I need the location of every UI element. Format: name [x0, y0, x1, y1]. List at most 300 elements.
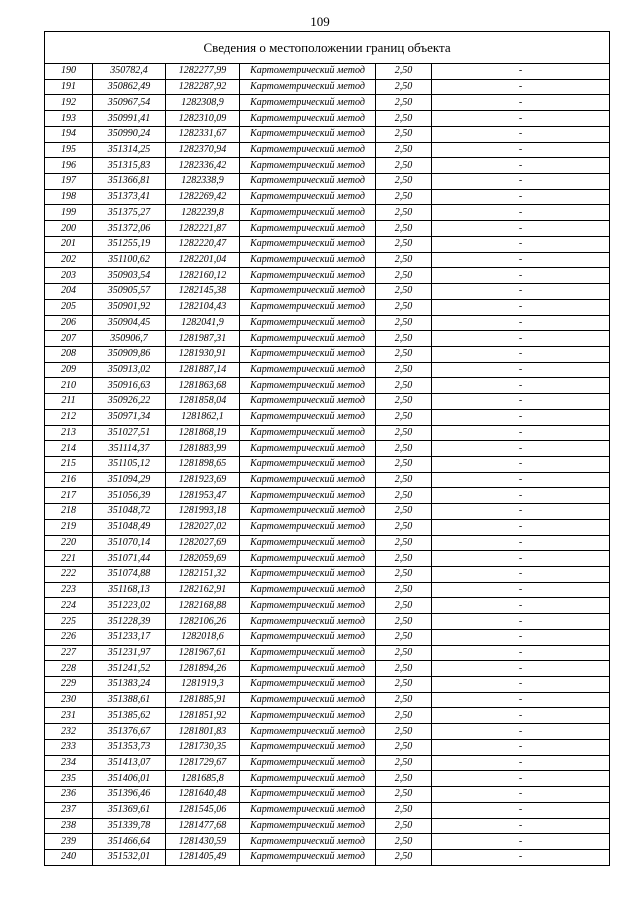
accuracy-cell: 2,50	[376, 535, 432, 551]
method-cell: Картометрический метод	[240, 708, 376, 724]
method-cell: Картометрический метод	[240, 126, 376, 142]
x-coordinate-cell: 351168,13	[93, 582, 166, 598]
table-row	[45, 629, 610, 645]
point-number-cell: 219	[45, 519, 93, 535]
table-row	[45, 378, 610, 394]
method-cell: Картометрический метод	[240, 504, 376, 520]
table-row	[45, 849, 610, 865]
method-cell: Картометрический метод	[240, 221, 376, 237]
accuracy-cell: 2,50	[376, 692, 432, 708]
table-row	[45, 787, 610, 803]
point-number-cell: 235	[45, 771, 93, 787]
description-cell: -	[432, 425, 610, 441]
accuracy-cell: 2,50	[376, 739, 432, 755]
x-coordinate-cell: 351233,17	[93, 629, 166, 645]
point-number-cell: 227	[45, 645, 93, 661]
table-row	[45, 64, 610, 80]
description-cell: -	[432, 598, 610, 614]
x-coordinate-cell: 351373,41	[93, 189, 166, 205]
description-cell: -	[432, 315, 610, 331]
x-coordinate-cell: 350967,54	[93, 95, 166, 111]
y-coordinate-cell: 1282151,32	[166, 567, 240, 583]
x-coordinate-cell: 350991,41	[93, 111, 166, 127]
point-number-cell: 218	[45, 504, 93, 520]
accuracy-cell: 2,50	[376, 724, 432, 740]
method-cell: Картометрический метод	[240, 409, 376, 425]
description-cell: -	[432, 739, 610, 755]
point-number-cell: 222	[45, 567, 93, 583]
accuracy-cell: 2,50	[376, 331, 432, 347]
method-cell: Картометрический метод	[240, 818, 376, 834]
y-coordinate-cell: 1282059,69	[166, 551, 240, 567]
x-coordinate-cell: 351071,44	[93, 551, 166, 567]
table-body	[45, 32, 610, 866]
description-cell: -	[432, 95, 610, 111]
table-row	[45, 174, 610, 190]
x-coordinate-cell: 351388,61	[93, 692, 166, 708]
y-coordinate-cell: 1281953,47	[166, 488, 240, 504]
description-cell: -	[432, 394, 610, 410]
x-coordinate-cell: 351027,51	[93, 425, 166, 441]
point-number-cell: 190	[45, 64, 93, 80]
method-cell: Картометрический метод	[240, 472, 376, 488]
method-cell: Картометрический метод	[240, 598, 376, 614]
method-cell: Картометрический метод	[240, 205, 376, 221]
description-cell: -	[432, 834, 610, 850]
table-row	[45, 346, 610, 362]
table-row	[45, 79, 610, 95]
point-number-cell: 195	[45, 142, 93, 158]
accuracy-cell: 2,50	[376, 126, 432, 142]
accuracy-cell: 2,50	[376, 221, 432, 237]
x-coordinate-cell: 350909,86	[93, 346, 166, 362]
description-cell: -	[432, 567, 610, 583]
description-cell: -	[432, 582, 610, 598]
x-coordinate-cell: 351228,39	[93, 614, 166, 630]
description-cell: -	[432, 362, 610, 378]
point-number-cell: 224	[45, 598, 93, 614]
method-cell: Картометрический метод	[240, 849, 376, 865]
x-coordinate-cell: 351223,02	[93, 598, 166, 614]
method-cell: Картометрический метод	[240, 661, 376, 677]
x-coordinate-cell: 351070,14	[93, 535, 166, 551]
method-cell: Картометрический метод	[240, 519, 376, 535]
y-coordinate-cell: 1281930,91	[166, 346, 240, 362]
point-number-cell: 221	[45, 551, 93, 567]
description-cell: -	[432, 456, 610, 472]
description-cell: -	[432, 849, 610, 865]
method-cell: Картометрический метод	[240, 834, 376, 850]
x-coordinate-cell: 351105,12	[93, 456, 166, 472]
description-cell: -	[432, 64, 610, 80]
method-cell: Картометрический метод	[240, 346, 376, 362]
description-cell: -	[432, 142, 610, 158]
description-cell: -	[432, 708, 610, 724]
point-number-cell: 232	[45, 724, 93, 740]
point-number-cell: 234	[45, 755, 93, 771]
method-cell: Картометрический метод	[240, 488, 376, 504]
table-row	[45, 692, 610, 708]
x-coordinate-cell: 351466,64	[93, 834, 166, 850]
y-coordinate-cell: 1281887,14	[166, 362, 240, 378]
table-row	[45, 771, 610, 787]
y-coordinate-cell: 1282331,67	[166, 126, 240, 142]
x-coordinate-cell: 351074,88	[93, 567, 166, 583]
method-cell: Картометрический метод	[240, 174, 376, 190]
method-cell: Картометрический метод	[240, 252, 376, 268]
accuracy-cell: 2,50	[376, 567, 432, 583]
point-number-cell: 210	[45, 378, 93, 394]
description-cell: -	[432, 818, 610, 834]
point-number-cell: 193	[45, 111, 93, 127]
description-cell: -	[432, 787, 610, 803]
description-cell: -	[432, 409, 610, 425]
point-number-cell: 194	[45, 126, 93, 142]
description-cell: -	[432, 284, 610, 300]
accuracy-cell: 2,50	[376, 205, 432, 221]
accuracy-cell: 2,50	[376, 378, 432, 394]
method-cell: Картометрический метод	[240, 425, 376, 441]
x-coordinate-cell: 351231,97	[93, 645, 166, 661]
x-coordinate-cell: 350990,24	[93, 126, 166, 142]
table-row	[45, 661, 610, 677]
y-coordinate-cell: 1281851,92	[166, 708, 240, 724]
description-cell: -	[432, 504, 610, 520]
y-coordinate-cell: 1282160,12	[166, 268, 240, 284]
method-cell: Картометрический метод	[240, 629, 376, 645]
y-coordinate-cell: 1281923,69	[166, 472, 240, 488]
x-coordinate-cell: 350903,54	[93, 268, 166, 284]
method-cell: Картометрический метод	[240, 456, 376, 472]
x-coordinate-cell: 351383,24	[93, 677, 166, 693]
accuracy-cell: 2,50	[376, 645, 432, 661]
x-coordinate-cell: 350913,02	[93, 362, 166, 378]
table-row	[45, 189, 610, 205]
description-cell: -	[432, 174, 610, 190]
y-coordinate-cell: 1281919,3	[166, 677, 240, 693]
y-coordinate-cell: 1281898,65	[166, 456, 240, 472]
x-coordinate-cell: 351369,61	[93, 802, 166, 818]
accuracy-cell: 2,50	[376, 441, 432, 457]
table-row	[45, 236, 610, 252]
method-cell: Картометрический метод	[240, 787, 376, 803]
table-row	[45, 504, 610, 520]
accuracy-cell: 2,50	[376, 708, 432, 724]
y-coordinate-cell: 1282277,99	[166, 64, 240, 80]
y-coordinate-cell: 1282041,9	[166, 315, 240, 331]
table-row	[45, 331, 610, 347]
y-coordinate-cell: 1282145,38	[166, 284, 240, 300]
point-number-cell: 213	[45, 425, 93, 441]
description-cell: -	[432, 236, 610, 252]
y-coordinate-cell: 1282162,91	[166, 582, 240, 598]
table-row	[45, 802, 610, 818]
x-coordinate-cell: 350905,57	[93, 284, 166, 300]
table-row	[45, 739, 610, 755]
accuracy-cell: 2,50	[376, 362, 432, 378]
accuracy-cell: 2,50	[376, 315, 432, 331]
accuracy-cell: 2,50	[376, 677, 432, 693]
x-coordinate-cell: 351385,62	[93, 708, 166, 724]
point-number-cell: 211	[45, 394, 93, 410]
x-coordinate-cell: 351314,25	[93, 142, 166, 158]
y-coordinate-cell: 1282338,9	[166, 174, 240, 190]
x-coordinate-cell: 351315,83	[93, 158, 166, 174]
method-cell: Картометрический метод	[240, 441, 376, 457]
y-coordinate-cell: 1281685,8	[166, 771, 240, 787]
table-row	[45, 472, 610, 488]
table-row	[45, 299, 610, 315]
x-coordinate-cell: 350862,49	[93, 79, 166, 95]
table-row	[45, 755, 610, 771]
table-row	[45, 394, 610, 410]
x-coordinate-cell: 351339,78	[93, 818, 166, 834]
y-coordinate-cell: 1282220,47	[166, 236, 240, 252]
description-cell: -	[432, 519, 610, 535]
point-number-cell: 197	[45, 174, 93, 190]
y-coordinate-cell: 1281868,19	[166, 425, 240, 441]
description-cell: -	[432, 441, 610, 457]
y-coordinate-cell: 1281405,49	[166, 849, 240, 865]
point-number-cell: 226	[45, 629, 93, 645]
x-coordinate-cell: 351255,19	[93, 236, 166, 252]
accuracy-cell: 2,50	[376, 551, 432, 567]
method-cell: Картометрический метод	[240, 299, 376, 315]
y-coordinate-cell: 1281430,59	[166, 834, 240, 850]
accuracy-cell: 2,50	[376, 755, 432, 771]
description-cell: -	[432, 551, 610, 567]
method-cell: Картометрический метод	[240, 551, 376, 567]
description-cell: -	[432, 111, 610, 127]
y-coordinate-cell: 1281993,18	[166, 504, 240, 520]
page-number: 109	[310, 14, 330, 29]
table-row	[45, 221, 610, 237]
description-cell: -	[432, 331, 610, 347]
table-row	[45, 598, 610, 614]
table-row	[45, 252, 610, 268]
point-number-cell: 208	[45, 346, 93, 362]
table-row	[45, 645, 610, 661]
point-number-cell: 191	[45, 79, 93, 95]
accuracy-cell: 2,50	[376, 64, 432, 80]
description-cell: -	[432, 802, 610, 818]
y-coordinate-cell: 1282027,69	[166, 535, 240, 551]
table-row	[45, 409, 610, 425]
point-number-cell: 203	[45, 268, 93, 284]
point-number-cell: 238	[45, 818, 93, 834]
x-coordinate-cell: 351376,67	[93, 724, 166, 740]
accuracy-cell: 2,50	[376, 95, 432, 111]
boundary-coordinates-table	[44, 31, 610, 866]
method-cell: Картометрический метод	[240, 268, 376, 284]
accuracy-cell: 2,50	[376, 849, 432, 865]
x-coordinate-cell: 351532,01	[93, 849, 166, 865]
accuracy-cell: 2,50	[376, 394, 432, 410]
point-number-cell: 225	[45, 614, 93, 630]
accuracy-cell: 2,50	[376, 268, 432, 284]
table-row	[45, 614, 610, 630]
y-coordinate-cell: 1282221,87	[166, 221, 240, 237]
table-row	[45, 142, 610, 158]
table-row	[45, 425, 610, 441]
y-coordinate-cell: 1282018,6	[166, 629, 240, 645]
x-coordinate-cell: 351100,62	[93, 252, 166, 268]
table-row	[45, 111, 610, 127]
description-cell: -	[432, 535, 610, 551]
description-cell: -	[432, 692, 610, 708]
point-number-cell: 204	[45, 284, 93, 300]
description-cell: -	[432, 205, 610, 221]
x-coordinate-cell: 351353,73	[93, 739, 166, 755]
method-cell: Картометрический метод	[240, 284, 376, 300]
accuracy-cell: 2,50	[376, 456, 432, 472]
x-coordinate-cell: 351094,29	[93, 472, 166, 488]
y-coordinate-cell: 1282239,8	[166, 205, 240, 221]
description-cell: -	[432, 661, 610, 677]
point-number-cell: 215	[45, 456, 93, 472]
accuracy-cell: 2,50	[376, 472, 432, 488]
y-coordinate-cell: 1281862,1	[166, 409, 240, 425]
description-cell: -	[432, 346, 610, 362]
y-coordinate-cell: 1281894,26	[166, 661, 240, 677]
description-cell: -	[432, 472, 610, 488]
method-cell: Картометрический метод	[240, 802, 376, 818]
y-coordinate-cell: 1282308,9	[166, 95, 240, 111]
accuracy-cell: 2,50	[376, 771, 432, 787]
accuracy-cell: 2,50	[376, 598, 432, 614]
method-cell: Картометрический метод	[240, 582, 376, 598]
point-number-cell: 205	[45, 299, 93, 315]
accuracy-cell: 2,50	[376, 111, 432, 127]
y-coordinate-cell: 1281730,35	[166, 739, 240, 755]
method-cell: Картометрический метод	[240, 755, 376, 771]
table-row	[45, 315, 610, 331]
method-cell: Картометрический метод	[240, 236, 376, 252]
y-coordinate-cell: 1281640,48	[166, 787, 240, 803]
point-number-cell: 230	[45, 692, 93, 708]
y-coordinate-cell: 1282336,42	[166, 158, 240, 174]
y-coordinate-cell: 1282201,04	[166, 252, 240, 268]
method-cell: Картометрический метод	[240, 315, 376, 331]
accuracy-cell: 2,50	[376, 158, 432, 174]
point-number-cell: 202	[45, 252, 93, 268]
point-number-cell: 231	[45, 708, 93, 724]
x-coordinate-cell: 350904,45	[93, 315, 166, 331]
table-title: Сведения о местоположении границ объекта	[45, 32, 610, 64]
table-row	[45, 551, 610, 567]
point-number-cell: 240	[45, 849, 93, 865]
method-cell: Картометрический метод	[240, 614, 376, 630]
x-coordinate-cell: 350901,92	[93, 299, 166, 315]
point-number-cell: 233	[45, 739, 93, 755]
table-row	[45, 95, 610, 111]
method-cell: Картометрический метод	[240, 677, 376, 693]
x-coordinate-cell: 351406,01	[93, 771, 166, 787]
method-cell: Картометрический метод	[240, 79, 376, 95]
x-coordinate-cell: 351366,81	[93, 174, 166, 190]
accuracy-cell: 2,50	[376, 488, 432, 504]
description-cell: -	[432, 268, 610, 284]
table-row	[45, 567, 610, 583]
method-cell: Картометрический метод	[240, 189, 376, 205]
description-cell: -	[432, 755, 610, 771]
x-coordinate-cell: 351372,06	[93, 221, 166, 237]
y-coordinate-cell: 1282104,43	[166, 299, 240, 315]
y-coordinate-cell: 1281967,61	[166, 645, 240, 661]
x-coordinate-cell: 350971,34	[93, 409, 166, 425]
table-row	[45, 205, 610, 221]
accuracy-cell: 2,50	[376, 614, 432, 630]
accuracy-cell: 2,50	[376, 174, 432, 190]
accuracy-cell: 2,50	[376, 299, 432, 315]
y-coordinate-cell: 1282310,09	[166, 111, 240, 127]
description-cell: -	[432, 488, 610, 504]
method-cell: Картометрический метод	[240, 158, 376, 174]
x-coordinate-cell: 351114,37	[93, 441, 166, 457]
accuracy-cell: 2,50	[376, 409, 432, 425]
point-number-cell: 209	[45, 362, 93, 378]
point-number-cell: 237	[45, 802, 93, 818]
table-row	[45, 582, 610, 598]
x-coordinate-cell: 351375,27	[93, 205, 166, 221]
method-cell: Картометрический метод	[240, 645, 376, 661]
point-number-cell: 201	[45, 236, 93, 252]
y-coordinate-cell: 1281545,06	[166, 802, 240, 818]
y-coordinate-cell: 1281477,68	[166, 818, 240, 834]
accuracy-cell: 2,50	[376, 79, 432, 95]
description-cell: -	[432, 614, 610, 630]
point-number-cell: 217	[45, 488, 93, 504]
description-cell: -	[432, 378, 610, 394]
description-cell: -	[432, 221, 610, 237]
table-row	[45, 126, 610, 142]
method-cell: Картометрический метод	[240, 724, 376, 740]
table-row	[45, 456, 610, 472]
y-coordinate-cell: 1282287,92	[166, 79, 240, 95]
table-row	[45, 724, 610, 740]
table-row	[45, 519, 610, 535]
y-coordinate-cell: 1282106,26	[166, 614, 240, 630]
y-coordinate-cell: 1281858,04	[166, 394, 240, 410]
x-coordinate-cell: 350916,63	[93, 378, 166, 394]
table-row	[45, 362, 610, 378]
table-row	[45, 834, 610, 850]
y-coordinate-cell: 1281801,83	[166, 724, 240, 740]
method-cell: Картометрический метод	[240, 394, 376, 410]
x-coordinate-cell: 351056,39	[93, 488, 166, 504]
table-row	[45, 268, 610, 284]
description-cell: -	[432, 677, 610, 693]
y-coordinate-cell: 1281883,99	[166, 441, 240, 457]
accuracy-cell: 2,50	[376, 346, 432, 362]
point-number-cell: 214	[45, 441, 93, 457]
point-number-cell: 196	[45, 158, 93, 174]
accuracy-cell: 2,50	[376, 818, 432, 834]
x-coordinate-cell: 351413,07	[93, 755, 166, 771]
accuracy-cell: 2,50	[376, 284, 432, 300]
method-cell: Картометрический метод	[240, 567, 376, 583]
x-coordinate-cell: 350782,4	[93, 64, 166, 80]
method-cell: Картометрический метод	[240, 771, 376, 787]
y-coordinate-cell: 1282027,02	[166, 519, 240, 535]
accuracy-cell: 2,50	[376, 661, 432, 677]
description-cell: -	[432, 724, 610, 740]
description-cell: -	[432, 771, 610, 787]
method-cell: Картометрический метод	[240, 378, 376, 394]
y-coordinate-cell: 1281729,67	[166, 755, 240, 771]
description-cell: -	[432, 79, 610, 95]
point-number-cell: 229	[45, 677, 93, 693]
